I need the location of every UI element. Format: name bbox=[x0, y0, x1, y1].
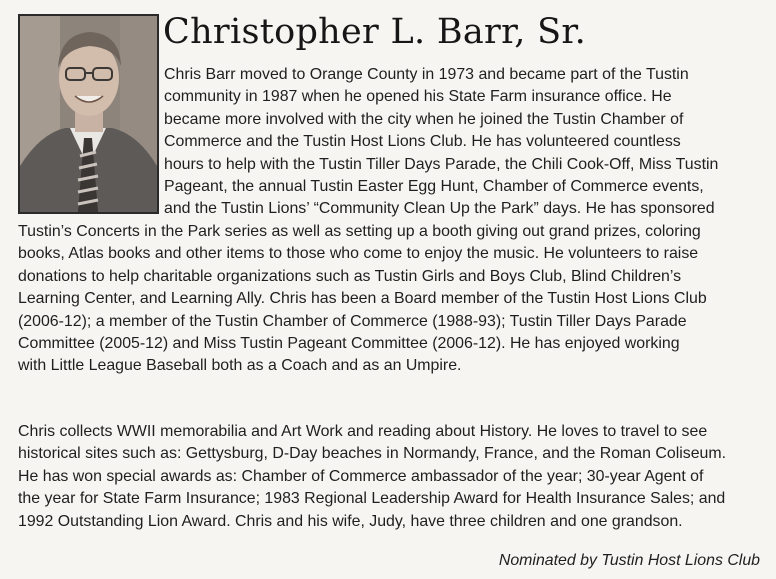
text-line: became more involved with the city when he joined the Tustin Chamber of bbox=[164, 110, 684, 128]
text-line: donations to help charitable organizations such as Tustin Girls and Boys Club, Blind Children’s bbox=[18, 267, 682, 285]
text-line: with Little League Baseball both as a Coach and as an Umpire. bbox=[18, 357, 462, 375]
text-line: books, Atlas books and other items to those who come to enjoy the music. He volunteers to raise bbox=[18, 245, 699, 263]
text-line: Committee (2005-12) and Miss Tustin Pageant Committee (2006-12). He has enjoyed working bbox=[18, 335, 680, 353]
text-line: historical sites such as: Gettysburg, D-Day beaches in Normandy, France, and the Roman Coliseum. bbox=[18, 445, 727, 463]
bio-paragraph-2 bbox=[18, 421, 760, 533]
page-title: Christopher L. Barr, Sr. bbox=[163, 12, 586, 52]
bio-paragraph-1 bbox=[164, 64, 760, 221]
text-line: and the Tustin Lions’ “Community Clean Up the Park” days. He has sponsored bbox=[164, 200, 715, 218]
text-line: the year for State Farm Insurance; 1983 Regional Leadership Award for Health Insurance Sales; and bbox=[18, 490, 726, 508]
text-line: Learning Center, and Learning Ally. Chris has been a Board member of the Tustin Host Lions Club bbox=[18, 290, 707, 308]
text-line: 1992 Outstanding Lion Award. Chris and his wife, Judy, have three children and one grandson. bbox=[18, 512, 683, 530]
text-line: Pageant, the annual Tustin Easter Egg Hunt, Chamber of Commerce events, bbox=[164, 178, 704, 196]
text-line: hours to help with the Tustin Tiller Days Parade, the Chili Cook-Off, Miss Tustin bbox=[164, 155, 719, 173]
text-line: community in 1987 when he opened his State Farm insurance office. He bbox=[164, 88, 672, 106]
bio-paragraph-1-continued bbox=[18, 221, 760, 378]
portrait-illustration bbox=[20, 16, 157, 212]
text-line: He has won special awards as: Chamber of Commerce ambassador of the year; 30-year Agent of bbox=[18, 467, 704, 485]
portrait-photo bbox=[18, 14, 159, 214]
text-line: (2006-12); a member of the Tustin Chamber of Commerce (1988-93); Tustin Tiller Days Parade bbox=[18, 312, 687, 330]
text-line: Tustin’s Concerts in the Park series as well as setting up a booth giving out grand prizes, coloring bbox=[18, 223, 701, 240]
text-line: Chris Barr moved to Orange County in 1973 and became part of the Tustin bbox=[164, 66, 689, 83]
nomination-credit: Nominated by Tustin Host Lions Club bbox=[498, 552, 760, 569]
text-line: Chris collects WWII memorabilia and Art Work and reading about History. He loves to travel to see bbox=[18, 423, 708, 440]
text-line: Commerce and the Tustin Host Lions Club. He has volunteered countless bbox=[164, 133, 681, 151]
